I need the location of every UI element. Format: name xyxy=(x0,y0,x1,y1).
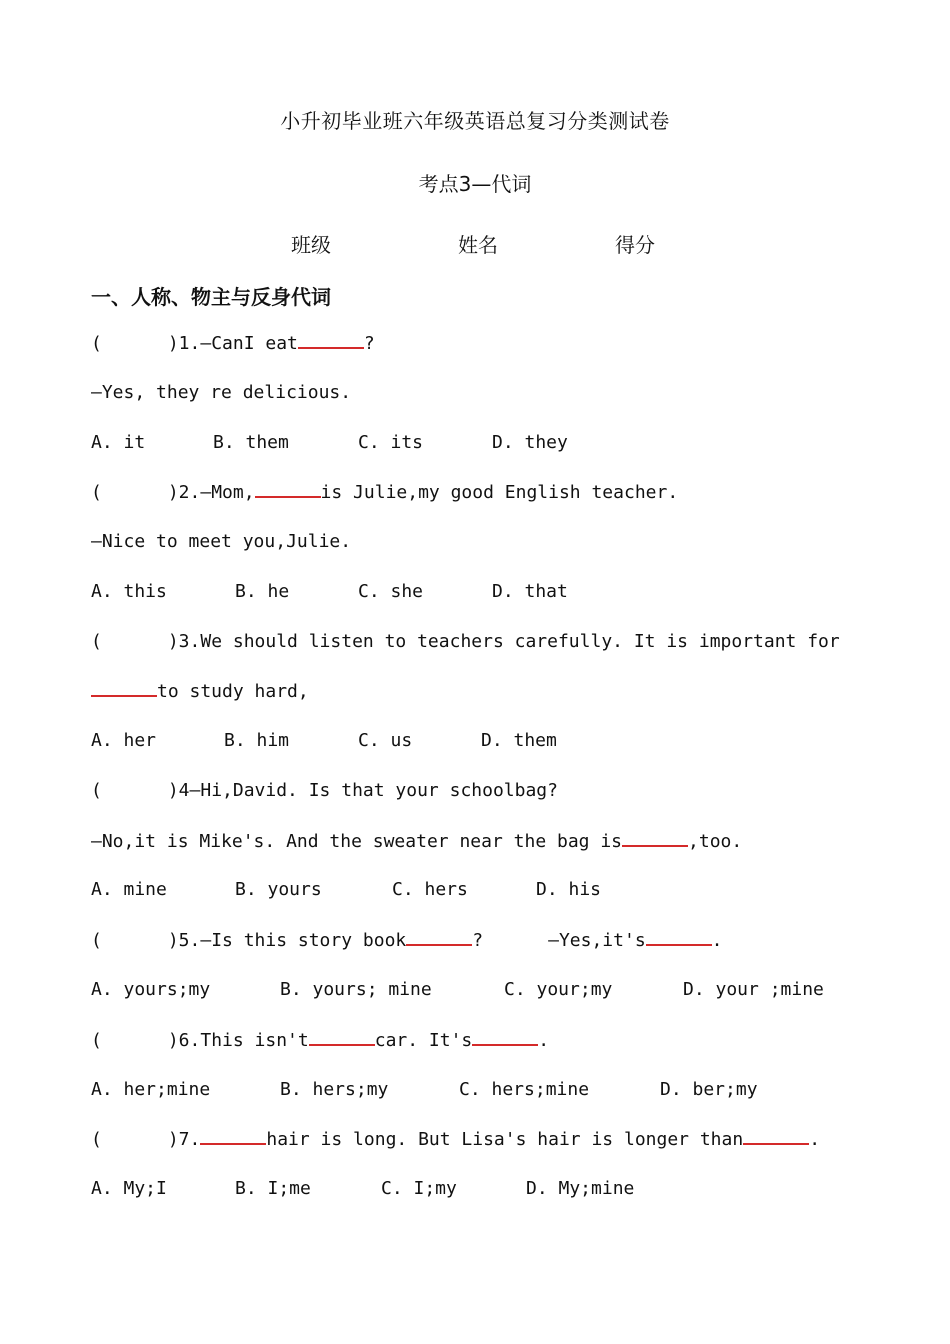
option-b: B. hers;my xyxy=(280,1079,389,1100)
answer-blank[interactable] xyxy=(255,479,321,498)
section-heading: 一、人称、物主与反身代词 xyxy=(91,285,331,309)
class-label: 班级 xyxy=(291,233,331,257)
name-label: 姓名 xyxy=(458,233,498,257)
answer-blank[interactable] xyxy=(309,1027,375,1046)
option-d: D. My;mine xyxy=(526,1178,635,1199)
option-d: D. them xyxy=(481,730,557,751)
question-4-options xyxy=(91,877,791,903)
option-c: C. its xyxy=(358,432,424,453)
option-c: C. I;my xyxy=(381,1178,457,1199)
option-b: B. I;me xyxy=(235,1178,311,1199)
question-1-reply: —Yes, they re delicious. xyxy=(91,382,352,403)
question-6-options xyxy=(91,1077,851,1103)
option-d: D. they xyxy=(492,432,568,453)
answer-blank[interactable] xyxy=(298,330,364,349)
option-a: A. mine xyxy=(91,879,167,900)
page-title: 小升初毕业班六年级英语总复习分类测试卷 xyxy=(280,109,670,133)
option-b: B. him xyxy=(224,730,290,751)
option-a: A. this xyxy=(91,581,167,602)
question-3: ( )3.We should listen to teachers carefully. It is important for xyxy=(91,631,840,652)
question-6: ( )6.This isn't car. It's . xyxy=(91,1027,549,1053)
option-d: D. ber;my xyxy=(660,1079,758,1100)
question-1-options xyxy=(91,430,791,456)
option-c: C. your;my xyxy=(504,979,613,1000)
option-c: C. hers;mine xyxy=(459,1079,590,1100)
option-b: B. yours; mine xyxy=(280,979,432,1000)
option-b: B. yours xyxy=(235,879,322,900)
question-7: ( )7. hair is long. But Lisa's hair is longer than . xyxy=(91,1126,820,1152)
answer-blank[interactable] xyxy=(91,678,157,697)
answer-blank[interactable] xyxy=(646,927,712,946)
option-a: A. My;I xyxy=(91,1178,167,1199)
answer-blank[interactable] xyxy=(472,1027,538,1046)
question-3-cont: to study hard, xyxy=(91,678,309,704)
question-5-options xyxy=(91,977,851,1003)
answer-blank[interactable] xyxy=(200,1126,266,1145)
answer-blank[interactable] xyxy=(622,828,688,847)
option-d: D. his xyxy=(536,879,602,900)
option-b: B. them xyxy=(213,432,289,453)
question-2-options xyxy=(91,579,791,605)
question-1: ( )1.—CanI eat ? xyxy=(91,330,375,356)
question-3-options xyxy=(91,728,791,754)
page-subtitle: 考点3—代词 xyxy=(418,172,532,196)
question-4-reply: —No,it is Mike's. And the sweater near the bag is ,too. xyxy=(91,828,742,854)
option-a: A. yours;my xyxy=(91,979,211,1000)
option-d: D. that xyxy=(492,581,568,602)
option-a: A. it xyxy=(91,432,146,453)
score-label: 得分 xyxy=(615,233,655,257)
option-c: C. hers xyxy=(392,879,468,900)
option-c: C. us xyxy=(358,730,413,751)
option-b: B. he xyxy=(235,581,290,602)
option-a: A. her;mine xyxy=(91,1079,211,1100)
option-d: D. your ;mine xyxy=(683,979,824,1000)
answer-blank[interactable] xyxy=(743,1126,809,1145)
answer-blank[interactable] xyxy=(406,927,472,946)
question-7-options xyxy=(91,1176,791,1202)
question-2-reply: —Nice to meet you,Julie. xyxy=(91,531,352,552)
option-c: C. she xyxy=(358,581,424,602)
option-a: A. her xyxy=(91,730,157,751)
question-4: ( )4—Hi,David. Is that your schoolbag? xyxy=(91,780,558,801)
question-2: ( )2.—Mom, is Julie,my good English teacher. xyxy=(91,479,678,505)
question-5: ( )5.—Is this story book ? —Yes,it's . xyxy=(91,927,723,953)
